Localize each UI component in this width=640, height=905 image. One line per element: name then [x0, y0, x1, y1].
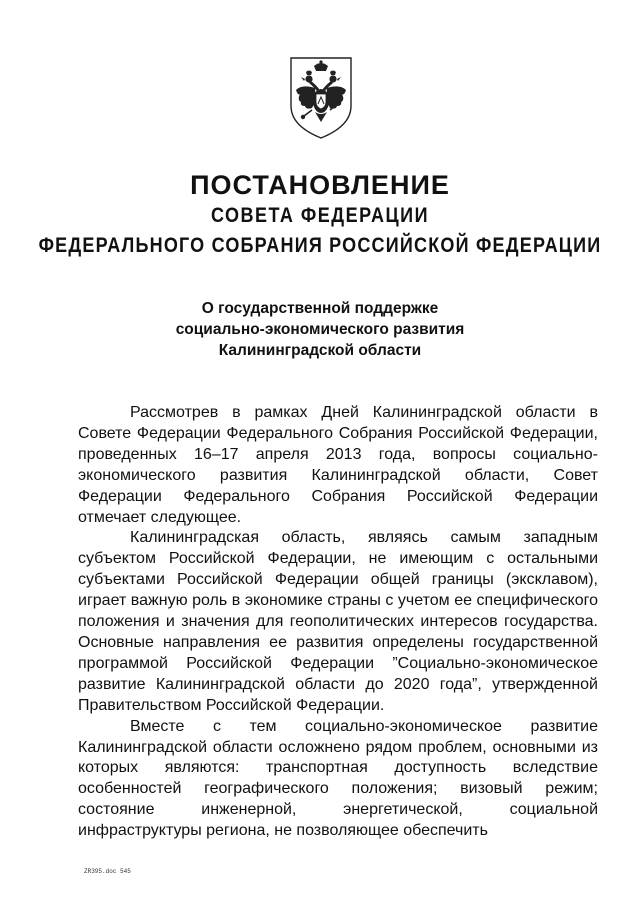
russian-coat-of-arms-icon	[288, 56, 354, 140]
subject-line-2: социально-экономического развития	[175, 321, 465, 338]
subject-line-1: О государственной поддержке	[201, 300, 439, 317]
body-paragraph: Рассмотрев в рамках Дней Калининградской области в Совете Федерации Федерального Собрания Российской Федерации, проведенных 16–17 апреля 2013 года, вопросы социально-экономического развития Калининградской области, Совет Федерации Федерального Собрания Российской Федерации отмечает следующее.	[78, 404, 598, 526]
document-body	[78, 403, 598, 842]
body-paragraph: Вместе с тем социально-экономическое развитие Калининградской области осложнено рядом проблем, основными из которых являются: транспортная доступность вследствие особенностей географического положения; визовый режим; состояние инженерной, энергетической, социальной инфраструктуры региона, не позволяющее обеспечить	[78, 717, 598, 840]
document-subject	[0, 298, 640, 361]
document-subtitle-council: СОВЕТА ФЕДЕРАЦИИ	[210, 203, 430, 227]
document-subtitle-assembly: ФЕДЕРАЛЬНОГО СОБРАНИЯ РОССИЙСКОЙ ФЕДЕРАЦИИ	[38, 233, 602, 257]
subject-line-3: Калининградской области	[218, 342, 422, 359]
document-file-code: ZR395.doc 545	[84, 868, 131, 875]
document-title: ПОСТАНОВЛЕНИЕ	[190, 170, 450, 200]
body-paragraph: Калининградская область, являясь самым западным субъектом Российской Федерации, не имеющим с остальными субъектами Российской Федерации общей границы (эксклавом), играет важную роль в экономике страны с учетом ее специфического положения и значения для геополитических интересов государства. Основные направления ее развития определены государственной программой Российской Федерации ”Социально-экономическое развитие Калининградской области до 2020 года”, утвержденной Правительством Российской Федерации.	[78, 529, 598, 714]
